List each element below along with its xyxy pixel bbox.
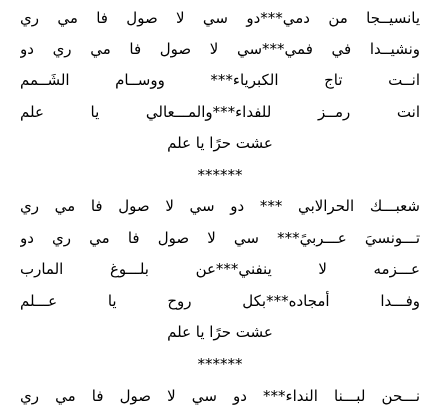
verse-line: عـــزمه لا ينفني***عن بلـــوغ المارب <box>20 260 420 278</box>
verse-line: تـــونسيَ عـــربيً*** سي لا صول فا مي ري دو <box>20 229 420 247</box>
verse-line: انت رمــز للفداء***والمـــعالي يا علم <box>20 103 420 121</box>
refrain-line: عشت حرًا يا علم <box>167 323 273 341</box>
stanza-separator: ****** <box>197 355 243 373</box>
refrain-line: عشت حرًا يا علم <box>167 134 273 152</box>
verse-line: شعبـــك الحرالابي *** دو سي لا صول فا مي ري <box>20 197 420 215</box>
verse-line: وفـــدا أمجاده***بكل روح يا عـــلم <box>20 292 420 310</box>
verse-line: انــت تاج الكبرياء*** ووســام الشَــمم <box>20 71 420 89</box>
verse-line: نـــحن لبـــنا النداء*** دو سي لا صول فا مي ري <box>20 387 420 405</box>
verse-line: يانسيــجا من دمي***دو سي لا صول فا مي ري <box>20 9 420 27</box>
stanza-separator: ****** <box>197 166 243 184</box>
verse-line: ونشيــدا في فمي***سي لا صول فا مي ري دو <box>20 40 420 58</box>
